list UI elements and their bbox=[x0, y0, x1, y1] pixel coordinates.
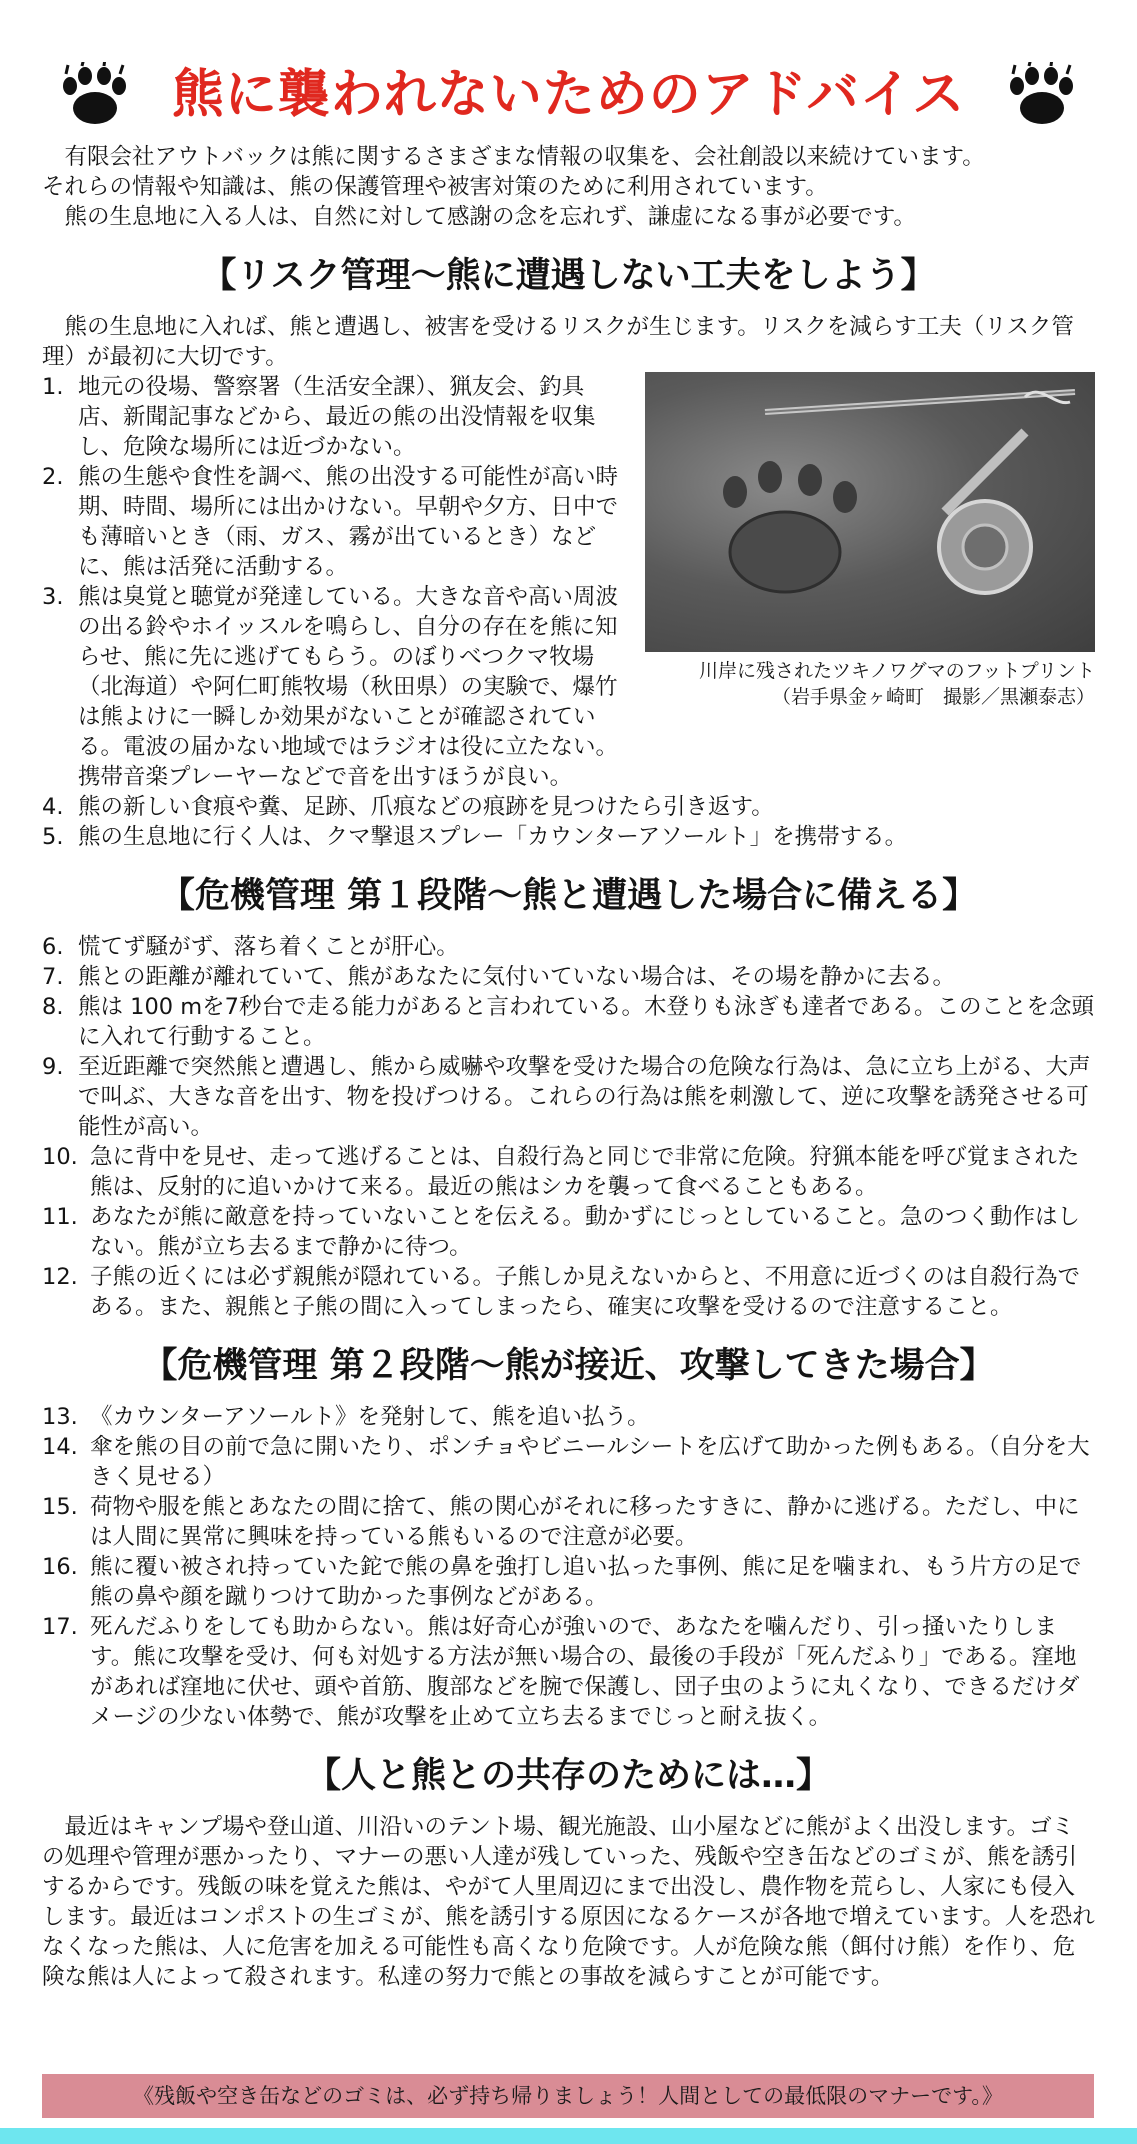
intro-line: それらの情報や知識は、熊の保護管理や被害対策のために利用されています。 bbox=[42, 174, 828, 200]
bottom-strip bbox=[0, 2128, 1137, 2144]
item-text: 熊に覆い被され持っていた鉈で熊の鼻を強打し追い払った事例、熊に足を噛まれ、もう片方の足で熊の鼻や顔を蹴りつけて助かった事例などがある。 bbox=[90, 1554, 1082, 1610]
list-item bbox=[42, 822, 1095, 852]
section-risk-body bbox=[42, 312, 1095, 852]
list-item bbox=[42, 962, 1095, 992]
photo-caption-credit: （岩手県金ヶ崎町 撮影／黒瀬泰志） bbox=[771, 686, 1095, 708]
list-item bbox=[42, 1202, 1095, 1262]
item-number: 16. bbox=[42, 1554, 78, 1580]
section-heading-coexistence: 【人と熊との共存のためには…】 bbox=[305, 1756, 831, 1796]
photo-caption bbox=[645, 658, 1095, 710]
list-item bbox=[42, 1612, 1095, 1732]
item-text: 急に背中を見せ、走って逃げることは、自殺行為と同じで非常に危険。狩猟本能を呼び覚まされた熊は、反射的に追いかけて来る。最近の熊はシカを襲って食べることもある。 bbox=[90, 1144, 1080, 1200]
list-item bbox=[42, 1402, 1095, 1432]
section-lead: 熊の生息地に入れば、熊と遭遇し、被害を受けるリスクが生じます。リスクを減らす工夫（リスク管理）が最初に大切です。 bbox=[42, 314, 1074, 370]
section-heading-risk: 【リスク管理～熊に遭遇しない工夫をしよう】 bbox=[201, 256, 936, 296]
item-number: 11. bbox=[42, 1204, 78, 1230]
item-text: 《カウンターアソールト》を発射して、熊を追い払う。 bbox=[90, 1404, 650, 1430]
item-text: 至近距離で突然熊と遭遇し、熊から威嚇や攻撃を受けた場合の危険な行為は、急に立ち上がる、大声で叫ぶ、大きな音を出す、物を投げつける。これらの行為は熊を刺激して、逆に攻撃を誘発させる可能性が高い。 bbox=[78, 1054, 1091, 1140]
list-item bbox=[42, 372, 627, 462]
list-item bbox=[42, 992, 1095, 1052]
item-text: あなたが熊に敵意を持っていないことを伝える。動かずにじっとしていること。急のつく動作はしない。熊が立ち去るまで静かに待つ。 bbox=[90, 1204, 1081, 1260]
page-title: 熊に襲われないためのアドバイス bbox=[171, 65, 966, 125]
item-number: 8. bbox=[42, 994, 64, 1020]
list-item bbox=[42, 1142, 1095, 1202]
item-text: 傘を熊の目の前で急に開いたり、ポンチョやビニールシートを広げて助かった例もある。（自分を大きく見せる） bbox=[90, 1434, 1090, 1490]
item-number: 3. bbox=[42, 584, 64, 610]
list-item bbox=[42, 792, 1095, 822]
list-item bbox=[42, 1492, 1095, 1552]
item-number: 14. bbox=[42, 1434, 78, 1460]
list-item bbox=[42, 1432, 1095, 1492]
item-text: 慌てず騒がず、落ち着くことが肝心。 bbox=[78, 934, 459, 960]
item-number: 5. bbox=[42, 824, 64, 850]
item-number: 2. bbox=[42, 464, 64, 490]
section-stage1-body bbox=[42, 932, 1095, 1322]
item-text: 荷物や服を熊とあなたの間に捨て、熊の関心がそれに移ったすきに、静かに逃げる。ただし、中には人間に異常に興味を持っている熊もいるので注意が必要。 bbox=[90, 1494, 1080, 1550]
item-number: 4. bbox=[42, 794, 64, 820]
list-item bbox=[42, 932, 1095, 962]
item-number: 17. bbox=[42, 1614, 78, 1640]
list-item bbox=[42, 1052, 1095, 1142]
footer-banner: 《残飯や空き缶などのゴミは、必ず持ち帰りましょう！人間としての最低限のマナーです。》 bbox=[42, 2074, 1094, 2118]
item-number: 12. bbox=[42, 1264, 78, 1290]
bear-paw-icon bbox=[58, 62, 132, 128]
intro bbox=[42, 142, 1095, 232]
item-text: 子熊の近くには必ず親熊が隠れている。子熊しか見えないからと、不用意に近づくのは自殺行為である。また、親熊と子熊の間に入ってしまったら、確実に攻撃を受けるので注意すること。 bbox=[90, 1264, 1081, 1320]
list-item bbox=[42, 462, 627, 582]
coexistence-paragraph: 最近はキャンプ場や登山道、川沿いのテント場、観光施設、山小屋などに熊がよく出没します。ゴミの処理や管理が悪かったり、マナーの悪い人達が残していった、残飯や空き缶などのゴミが、熊を誘引するからです。残飯の味を覚えた熊は、やがて人里周辺にまで出没し、農作物を荒らし、人家にも侵入します。最近はコンポストの生ゴミが、熊を誘引する原因になるケースが各地で増えています。人を恐れなくなった熊は、人に危害を加える可能性も高くなり危険です。人が危険な熊（餌付け熊）を作り、危険な熊は人によって殺されます。私達の努力で熊との事故を減らすことが可能です。 bbox=[42, 1814, 1095, 1990]
item-text: 熊は 100 mを7秒台で走る能力があると言われている。木登りも泳ぎも達者である。このことを念頭に入れて行動すること。 bbox=[78, 994, 1094, 1050]
section-coexistence-body bbox=[42, 1812, 1095, 1992]
section-heading-stage1: 【危機管理 第１段階～熊と遭遇した場合に備える】 bbox=[159, 876, 978, 916]
intro-line: 有限会社アウトバックは熊に関するさまざまな情報の収集を、会社創設以来続けています。 bbox=[64, 144, 985, 170]
item-number: 15. bbox=[42, 1494, 78, 1520]
item-text: 地元の役場、警察署（生活安全課）、猟友会、釣具店、新聞記事などから、最近の熊の出没情報を収集し、危険な場所には近づかない。 bbox=[78, 374, 596, 460]
list-item bbox=[42, 1262, 1095, 1322]
item-text: 熊の新しい食痕や糞、足跡、爪痕などの痕跡を見つけたら引き返す。 bbox=[78, 794, 774, 820]
item-number: 1. bbox=[42, 374, 64, 400]
intro-line: 熊の生息地に入る人は、自然に対して感謝の念を忘れず、謙虚になる事が必要です。 bbox=[64, 204, 916, 230]
item-text: 熊は臭覚と聴覚が発達している。大きな音や高い周波の出る鈴やホイッスルを鳴らし、自分の存在を熊に知らせ、熊に先に逃げてもらう。のぼりべつクマ牧場（北海道）や阿仁町熊牧場（秋田県）の実験で、爆竹は熊よけに一瞬しか効果がないことが確認されている。電波の届かない地域ではラジオは役に立たない。携帯音楽プレーヤーなどで音を出すほうが良い。 bbox=[78, 584, 619, 790]
item-text: 熊の生態や食性を調べ、熊の出没する可能性が高い時期、時間、場所には出かけない。早朝や夕方、日中でも薄暗いとき（雨、ガス、霧が出ているとき）などに、熊は活発に活動する。 bbox=[78, 464, 619, 580]
list-item bbox=[42, 582, 627, 792]
item-number: 9. bbox=[42, 1054, 64, 1080]
section-heading-stage2: 【危機管理 第２段階～熊が接近、攻撃してきた場合】 bbox=[142, 1346, 995, 1386]
list-item bbox=[42, 1552, 1095, 1612]
title-row bbox=[42, 58, 1095, 132]
item-text: 死んだふりをしても助からない。熊は好奇心が強いので、あなたを噛んだり、引っ掻いたりします。熊に攻撃を受け、何も対処する方法が無い場合の、最後の手段が「死んだふり」である。窪地があれば窪地に伏せ、頭や首筋、腹部などを腕で保護し、団子虫のように丸くなり、できるだけダメージの少ない体勢で、熊が攻撃を止めて立ち去るまでじっと耐え抜く。 bbox=[90, 1614, 1080, 1730]
item-text: 熊の生息地に行く人は、クマ撃退スプレー「カウンターアソールト」を携帯する。 bbox=[78, 824, 908, 850]
photo-figure bbox=[645, 372, 1095, 710]
bear-paw-icon bbox=[1005, 62, 1079, 128]
item-number: 10. bbox=[42, 1144, 78, 1170]
item-number: 7. bbox=[42, 964, 64, 990]
item-number: 6. bbox=[42, 934, 64, 960]
footprint-photo bbox=[645, 372, 1095, 652]
section-stage2-body bbox=[42, 1402, 1095, 1732]
item-text: 熊との距離が離れていて、熊があなたに気付いていない場合は、その場を静かに去る。 bbox=[78, 964, 956, 990]
photo-caption-line: 川岸に残されたツキノワグマのフットプリント bbox=[699, 660, 1095, 682]
item-number: 13. bbox=[42, 1404, 78, 1430]
